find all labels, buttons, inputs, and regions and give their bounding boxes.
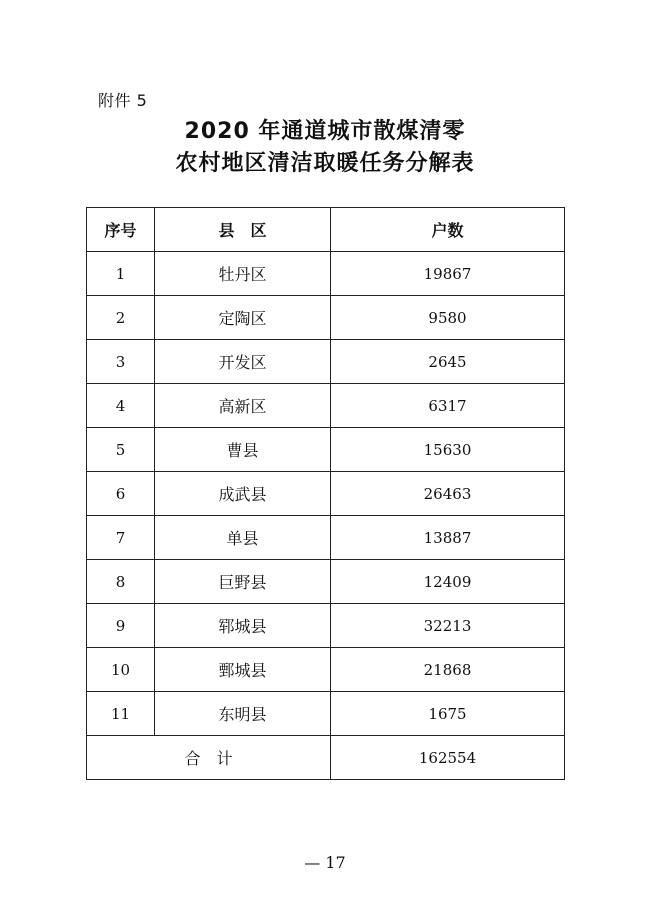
header-households: 户数 <box>331 208 565 252</box>
row-households: 13887 <box>331 516 565 560</box>
allocation-table <box>86 207 565 780</box>
row-district: 郓城县 <box>155 604 331 648</box>
row-households: 12409 <box>331 560 565 604</box>
row-district: 单县 <box>155 516 331 560</box>
row-households: 19867 <box>331 252 565 296</box>
table-row <box>87 472 565 516</box>
row-district: 鄄城县 <box>155 648 331 692</box>
row-households: 26463 <box>331 472 565 516</box>
row-households: 1675 <box>331 692 565 736</box>
row-district: 开发区 <box>155 340 331 384</box>
row-index: 3 <box>87 340 155 384</box>
table-row <box>87 252 565 296</box>
row-index: 9 <box>87 604 155 648</box>
row-district: 定陶区 <box>155 296 331 340</box>
row-district: 牡丹区 <box>155 252 331 296</box>
total-label: 合 计 <box>87 736 331 780</box>
row-index: 8 <box>87 560 155 604</box>
row-district: 高新区 <box>155 384 331 428</box>
table-row <box>87 692 565 736</box>
row-district: 巨野县 <box>155 560 331 604</box>
row-households: 15630 <box>331 428 565 472</box>
row-index: 6 <box>87 472 155 516</box>
table-row <box>87 340 565 384</box>
row-district: 成武县 <box>155 472 331 516</box>
row-index: 11 <box>87 692 155 736</box>
row-households: 9580 <box>331 296 565 340</box>
table-row <box>87 560 565 604</box>
header-district: 县 区 <box>155 208 331 252</box>
row-index: 5 <box>87 428 155 472</box>
total-value: 162554 <box>331 736 565 780</box>
document-title-line-1: 2020 年通道城市散煤清零 <box>184 119 466 144</box>
table-row <box>87 384 565 428</box>
table-row <box>87 296 565 340</box>
row-index: 1 <box>87 252 155 296</box>
header-index: 序号 <box>87 208 155 252</box>
row-district: 曹县 <box>155 428 331 472</box>
row-index: 4 <box>87 384 155 428</box>
row-index: 2 <box>87 296 155 340</box>
table-row <box>87 428 565 472</box>
table-row <box>87 648 565 692</box>
attachment-label: 附件 5 <box>98 91 148 110</box>
table-header-row <box>87 208 565 252</box>
row-households: 32213 <box>331 604 565 648</box>
table-total-row <box>87 736 565 780</box>
row-index: 10 <box>87 648 155 692</box>
document-title-line-2: 农村地区清洁取暖任务分解表 <box>175 151 475 176</box>
row-households: 2645 <box>331 340 565 384</box>
row-households: 21868 <box>331 648 565 692</box>
page-number: — 17 <box>304 853 346 872</box>
row-households: 6317 <box>331 384 565 428</box>
row-district: 东明县 <box>155 692 331 736</box>
table-row <box>87 516 565 560</box>
table-row <box>87 604 565 648</box>
row-index: 7 <box>87 516 155 560</box>
